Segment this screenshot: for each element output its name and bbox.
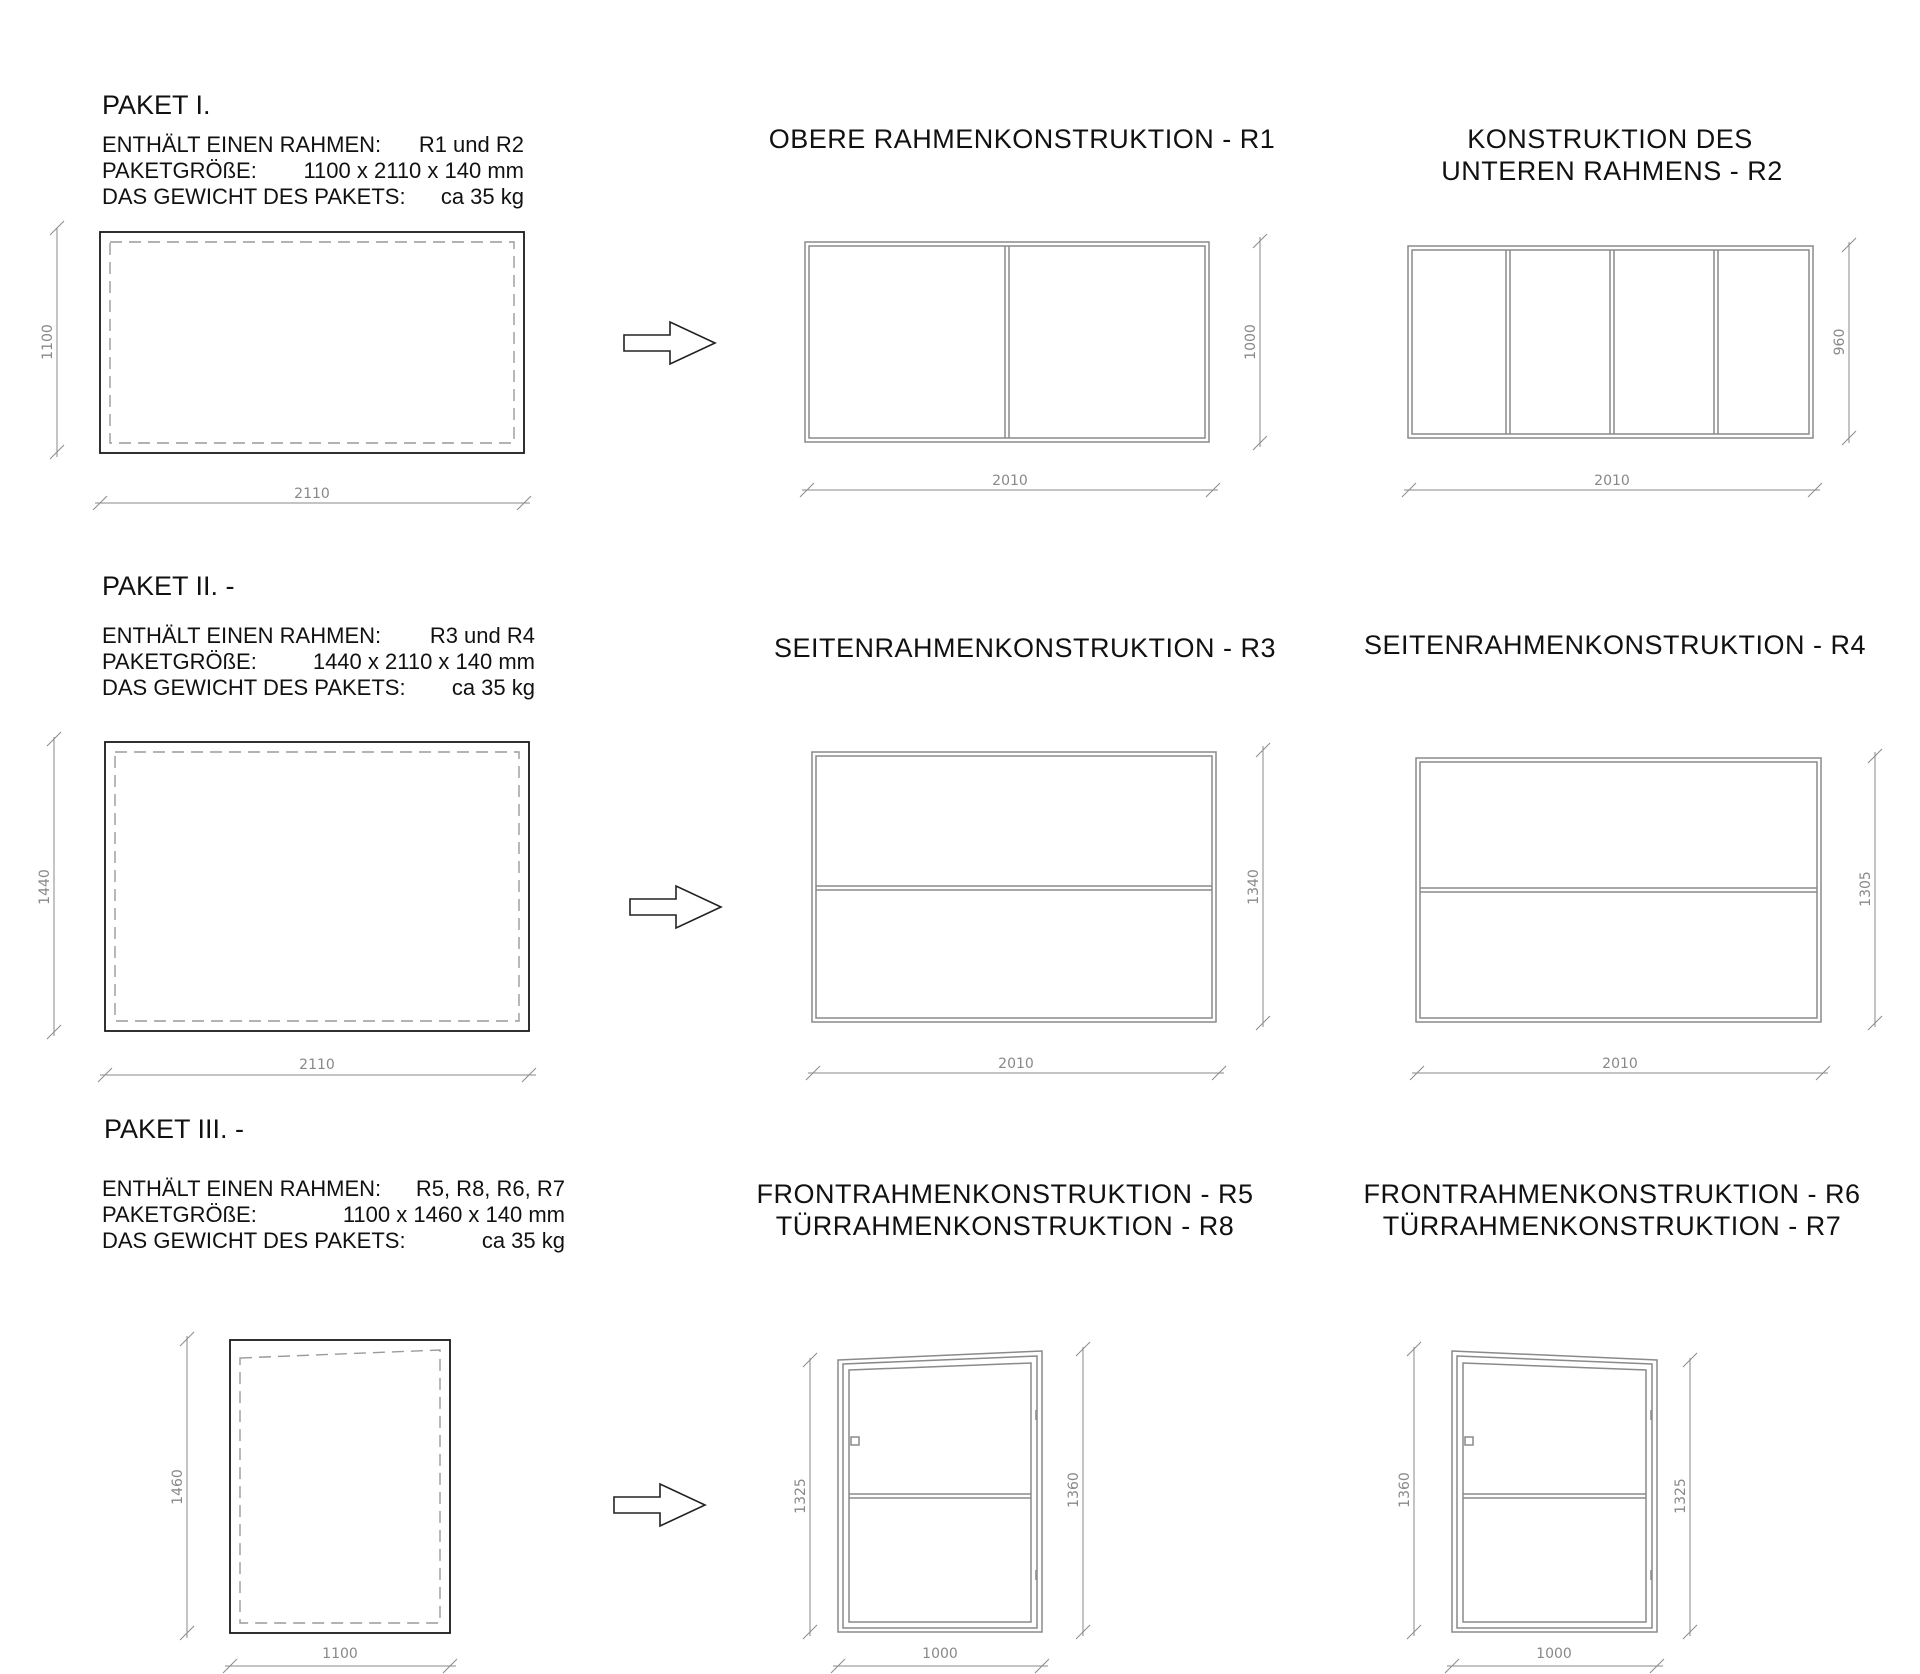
package-2-info: [102, 571, 535, 700]
frame-r5-title-line1: FRONTRAHMENKONSTRUKTION - R5: [756, 1179, 1254, 1209]
frame-r3-title: SEITENRAHMENKONSTRUKTION - R3: [773, 633, 1277, 663]
frame-r5-left-height-label: 1325: [793, 1478, 809, 1514]
frame-r6-title-line2: TÜRRAHMENKONSTRUKTION - R7: [1382, 1211, 1842, 1241]
package-3-drawing: [170, 1332, 457, 1673]
package-3-size-value: 1100 x 1460 x 140 mm: [342, 1202, 565, 1227]
frame-r5-width-dimension: [831, 1646, 1049, 1673]
frame-r4-height-dimension: [1858, 749, 1882, 1030]
frame-r3: [774, 633, 1276, 1080]
package-1-weight-label: DAS GEWICHT DES PAKETS:: [102, 184, 406, 209]
frame-r1: [769, 124, 1276, 497]
door-handle-icon: [851, 1437, 859, 1445]
frame-r5-width-label: 1000: [922, 1646, 958, 1662]
frame-r4-width-label: 2010: [1602, 1056, 1638, 1072]
package-3-height-dimension: [170, 1332, 194, 1640]
package-2-frames-label: ENTHÄLT EINEN RAHMEN:: [102, 623, 382, 648]
frame-r2-height-label: 960: [1832, 328, 1848, 356]
frame-r5: [756, 1179, 1253, 1673]
package-3-content-outline: [240, 1350, 440, 1623]
package-1-heading: PAKET I.: [102, 90, 211, 120]
package-2-heading: PAKET II. -: [102, 571, 235, 601]
frame-r1-height-label: 1000: [1243, 324, 1259, 360]
package-1-height-dimension: [40, 221, 64, 459]
frame-r5-right-height-label: 1360: [1066, 1472, 1082, 1508]
package-3-heading: PAKET III. -: [104, 1114, 245, 1144]
frame-r4-title: SEITENRAHMENKONSTRUKTION - R4: [1363, 630, 1867, 660]
frame-r5-left-dimension: [793, 1353, 817, 1639]
package-3-outline: [230, 1340, 450, 1633]
frame-r1-width-dimension: [800, 473, 1220, 497]
frame-r3-height-dimension: [1246, 743, 1270, 1030]
frame-r6: [1363, 1179, 1860, 1673]
package-1-width-label: 2110: [294, 486, 330, 502]
frame-r6-right-dimension: [1673, 1353, 1697, 1639]
package-1-size-label: PAKETGRÖßE:: [102, 158, 257, 183]
frame-r3-height-label: 1340: [1246, 869, 1262, 905]
package-2-size-label: PAKETGRÖßE:: [102, 649, 257, 674]
frame-r2-width-label: 2010: [1594, 473, 1630, 489]
frame-r4-width-dimension: [1410, 1056, 1830, 1080]
frame-r6-width-dimension: [1445, 1646, 1664, 1673]
package-3-frames-label: ENTHÄLT EINEN RAHMEN:: [102, 1176, 382, 1201]
package-3-width-label: 1100: [322, 1646, 358, 1662]
frame-r3-width-dimension: [806, 1056, 1226, 1080]
frame-r2-height-dimension: [1832, 238, 1856, 445]
package-2-weight-label: DAS GEWICHT DES PAKETS:: [102, 675, 406, 700]
package-2-outline: [105, 742, 529, 1031]
door-handle-icon: [1465, 1437, 1473, 1445]
frame-r4: [1364, 630, 1882, 1080]
package-1-width-dimension: [93, 486, 531, 510]
frame-r4-height-label: 1305: [1858, 871, 1874, 907]
frame-r2-title-line1: KONSTRUKTION DES: [1467, 124, 1753, 154]
package-2-frames-value: R3 und R4: [429, 623, 535, 648]
package-2-height-label: 1440: [37, 869, 53, 905]
package-2-weight-value: ca 35 kg: [451, 675, 535, 700]
frame-r5-title-line2: TÜRRAHMENKONSTRUKTION - R8: [775, 1211, 1235, 1241]
frame-r2: [1402, 124, 1856, 497]
frame-r1-title: OBERE RAHMENKONSTRUKTION - R1: [768, 124, 1276, 154]
package-2-content-outline: [115, 752, 519, 1021]
arrow-right-icon: [614, 1484, 705, 1526]
package-1-size-value: 1100 x 2110 x 140 mm: [303, 158, 524, 183]
package-1-content-outline: [110, 242, 514, 443]
package-1-height-label: 1100: [40, 324, 56, 360]
package-2-size-value: 1440 x 2110 x 140 mm: [312, 649, 535, 674]
package-3-weight-value: ca 35 kg: [481, 1228, 565, 1253]
package-3-frames-value: R5, R8, R6, R7: [415, 1176, 565, 1201]
arrow-right-icon: [624, 322, 715, 364]
package-3-info: [102, 1114, 565, 1253]
package-2-width-dimension: [98, 1057, 536, 1082]
frame-r1-width-label: 2010: [992, 473, 1028, 489]
frame-r2-title-line2: UNTEREN RAHMENS - R2: [1441, 156, 1783, 186]
frame-r6-left-height-label: 1360: [1397, 1472, 1413, 1508]
package-3-size-label: PAKETGRÖßE:: [102, 1202, 257, 1227]
frame-r6-width-label: 1000: [1536, 1646, 1572, 1662]
frame-r3-width-label: 2010: [998, 1056, 1034, 1072]
frame-r6-right-height-label: 1325: [1673, 1478, 1689, 1514]
frame-r6-left-dimension: [1397, 1342, 1421, 1639]
package-3-width-dimension: [223, 1646, 457, 1673]
package-1-frames-value: R1 und R2: [418, 132, 524, 157]
package-1-weight-value: ca 35 kg: [440, 184, 524, 209]
package-3-weight-label: DAS GEWICHT DES PAKETS:: [102, 1228, 406, 1253]
package-2-height-dimension: [37, 732, 61, 1039]
package-3-height-label: 1460: [170, 1469, 186, 1505]
frame-r6-title-line1: FRONTRAHMENKONSTRUKTION - R6: [1363, 1179, 1861, 1209]
frame-r1-height-dimension: [1243, 234, 1267, 450]
package-2-drawing: [37, 732, 536, 1082]
package-2-width-label: 2110: [299, 1057, 335, 1073]
arrow-right-icon: [630, 886, 721, 928]
package-1-frames-label: ENTHÄLT EINEN RAHMEN:: [102, 132, 382, 157]
package-1-drawing: [40, 221, 531, 510]
frame-r5-right-dimension: [1066, 1342, 1090, 1639]
frame-r2-width-dimension: [1402, 473, 1822, 497]
package-1-outline: [100, 232, 524, 453]
package-1-info: [102, 90, 524, 209]
